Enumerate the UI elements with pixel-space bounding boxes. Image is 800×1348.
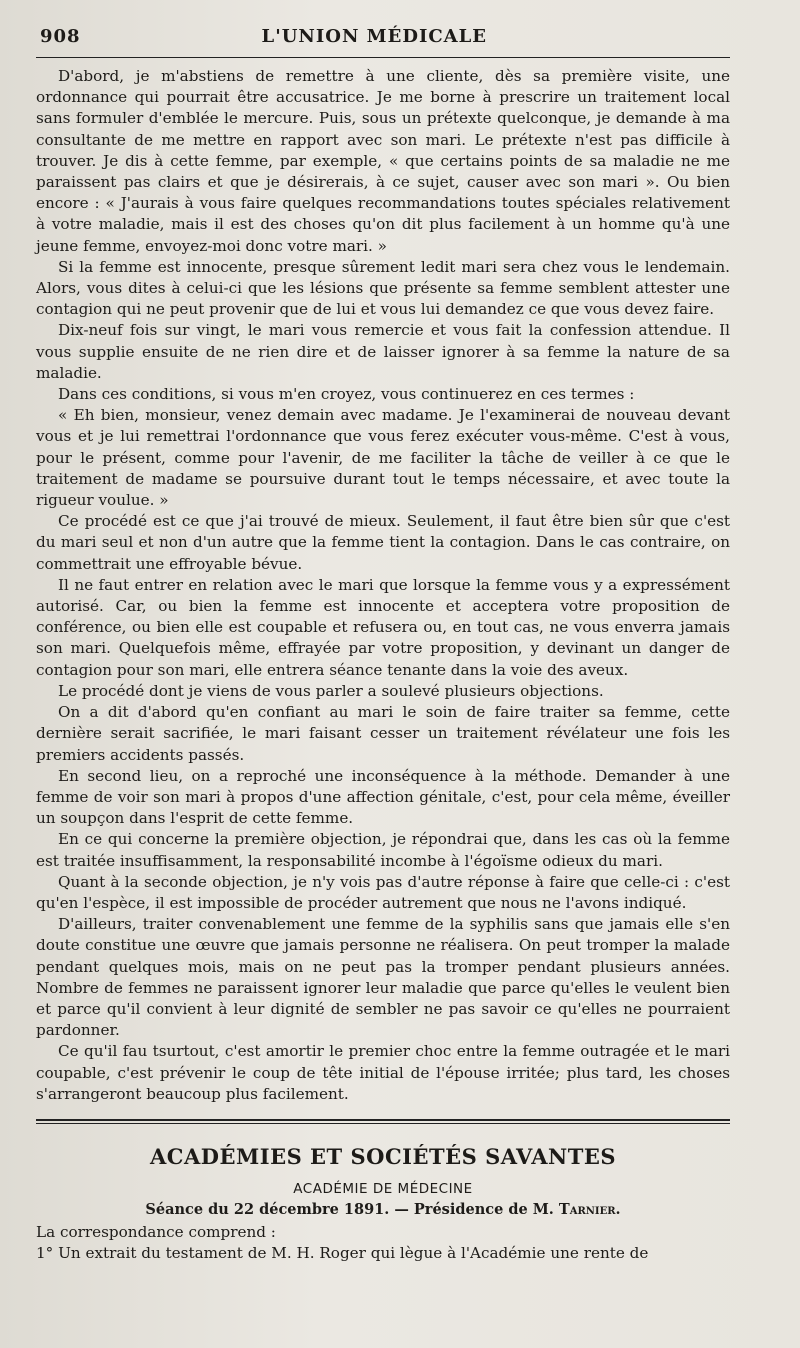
subsection-title: ACADÉMIE DE MÉDECINE: [293, 1180, 473, 1197]
article-paragraph: Dix-neuf fois sur vingt, le mari vous remercie et vous fait la confession attendue. Il vous supplie ensuite de ne rien dire et de laisser ignorer à sa femme la nature de sa maladie.: [36, 321, 730, 382]
page-number: 908: [40, 26, 81, 47]
article-paragraph: Ce procédé est ce que j'ai trouvé de mieux. Seulement, il faut être bien sûr que c'est du mari seul et non d'un autre que la femme tient la contagion. Dans le cas contraire, on commettrait une effroyable bévue.: [36, 512, 730, 573]
running-head: [36, 26, 730, 47]
article-paragraph: « Eh bien, monsieur, venez demain avec madame. Je l'examinerai de nouveau devant vous et je lui remettrai l'ordonnance que vous ferez exécuter vous-même. C'est à vous, pour le présent, comme pour l'avenir, de me faciliter la tâche de veiller à ce que le traitement de madame se poursuive durant tout le temps nécessaire, et avec toute la rigueur voulue. »: [36, 406, 730, 510]
journal-title: L'UNION MÉDICALE: [261, 26, 488, 47]
article-paragraph: En second lieu, on a reproché une inconséquence à la méthode. Demander à une femme de voir son mari à propos d'une affection génitale, c'est, pour cela même, éveiller un soupçon dans l'esprit de cette femme.: [36, 766, 730, 828]
section-rule-thick: [36, 1119, 730, 1121]
header-rule: [36, 57, 730, 58]
article-paragraph: On a dit d'abord qu'en confiant au mari le soin de faire traiter sa femme, cette dernière serait sacrifiée, le mari faisant cesser un traitement révélateur une fois les premiers accidents passés.: [36, 703, 730, 764]
article-paragraph: En ce qui concerne la première objection, je répondrai que, dans les cas où la femme est traitée insuffisamment, la responsabilité incombe à l'égoïsme odieux du mari.: [36, 830, 730, 870]
article-body: [36, 66, 730, 1105]
seance-suffix: .: [615, 1200, 621, 1218]
article-paragraph: Le procédé dont je viens de vous parler a soulevé plusieurs objections.: [58, 681, 604, 700]
article-paragraph: Dans ces conditions, si vous m'en croyez, vous continuerez en ces termes :: [58, 385, 635, 404]
article-paragraph: D'ailleurs, traiter convenablement une femme de la syphilis sans que jamais elle s'en doute constitue une œuvre que jamais personne ne réalisera. On peut tromper la malade pendant quelques mois, mais on ne peut pas la tromper pendant plusieurs années. Nombre de femmes ne paraissent ignorer leur maladie que parce qu'elles le veulent bien et parce qu'il convient à leur dignité de sembler ne pas savoir ce qu'elles ne pourraient pardonner.: [36, 915, 730, 1040]
section-line: La correspondance comprend :: [36, 1222, 276, 1241]
article-paragraph: Si la femme est innocente, presque sûrement ledit mari sera chez vous le lendemain. Alors, vous dites à celui-ci que les lésions que présente sa femme semblent attester une contagion qui ne peut provenir que de lui et vous lui demandez ce que vous devez faire.: [36, 257, 730, 319]
seance-line: [36, 1201, 730, 1218]
president-name: Tarnier: [558, 1200, 616, 1218]
section-rule-thin: [36, 1123, 730, 1124]
article-paragraph: Ce qu'il fau tsurtout, c'est amortir le premier choc entre la femme outragée et le mari coupable, c'est prévenir le coup de tête initial de l'épouse irritée; plus tard, les choses s'arrangeront beaucoup plus facilement.: [36, 1042, 730, 1103]
article-paragraph: D'abord, je m'abstiens de remettre à une cliente, dès sa première visite, une ordonnance qui pourrait être accusatrice. Je me borne à prescrire un traitement local sans formuler d'emblée le mercure. Puis, sous un prétexte quelconque, je demande à ma consultante de me mettre en rapport avec son mari. Le prétexte n'est pas difficile à trouver. Je dis à cette femme, par exemple, « que certains points de sa maladie ne me paraissent pas clairs et que je désirerais, à ce sujet, causer avec son mari ». Ou bien encore : « J'aurais à vous faire quelques recommandations toutes spéciales relativement à votre maladie, mais il est des choses qu'on dit plus facilement à un homme qu'à une jeune femme, envoyez-moi donc votre mari. »: [36, 67, 730, 255]
seance-prefix: Séance du 22 décembre 1891. — Présidence de M.: [145, 1200, 559, 1218]
section-body: [36, 1222, 730, 1264]
section-title: ACADÉMIES ET SOCIÉTÉS SAVANTES: [149, 1143, 616, 1169]
section-line: 1° Un extrait du testament de M. H. Roger qui lègue à l'Académie une rente de: [36, 1244, 649, 1263]
article-paragraph: Quant à la seconde objection, je n'y vois pas d'autre réponse à faire que celle-ci : c'est qu'en l'espèce, il est impossible de procéder autrement que nous ne l'avons indiqué.: [36, 872, 730, 912]
article-paragraph: Il ne faut entrer en relation avec le mari que lorsque la femme vous y a expressément autorisé. Car, ou bien la femme est innocente et acceptera votre proposition de conférence, ou bien elle est coupable et refusera ou, en tout cas, ne vous enverra jamais son mari. Quelquefois même, effrayée par votre proposition, y devinant un danger de contagion pour son mari, elle entrera séance tenante dans la voie des aveux.: [36, 575, 730, 679]
